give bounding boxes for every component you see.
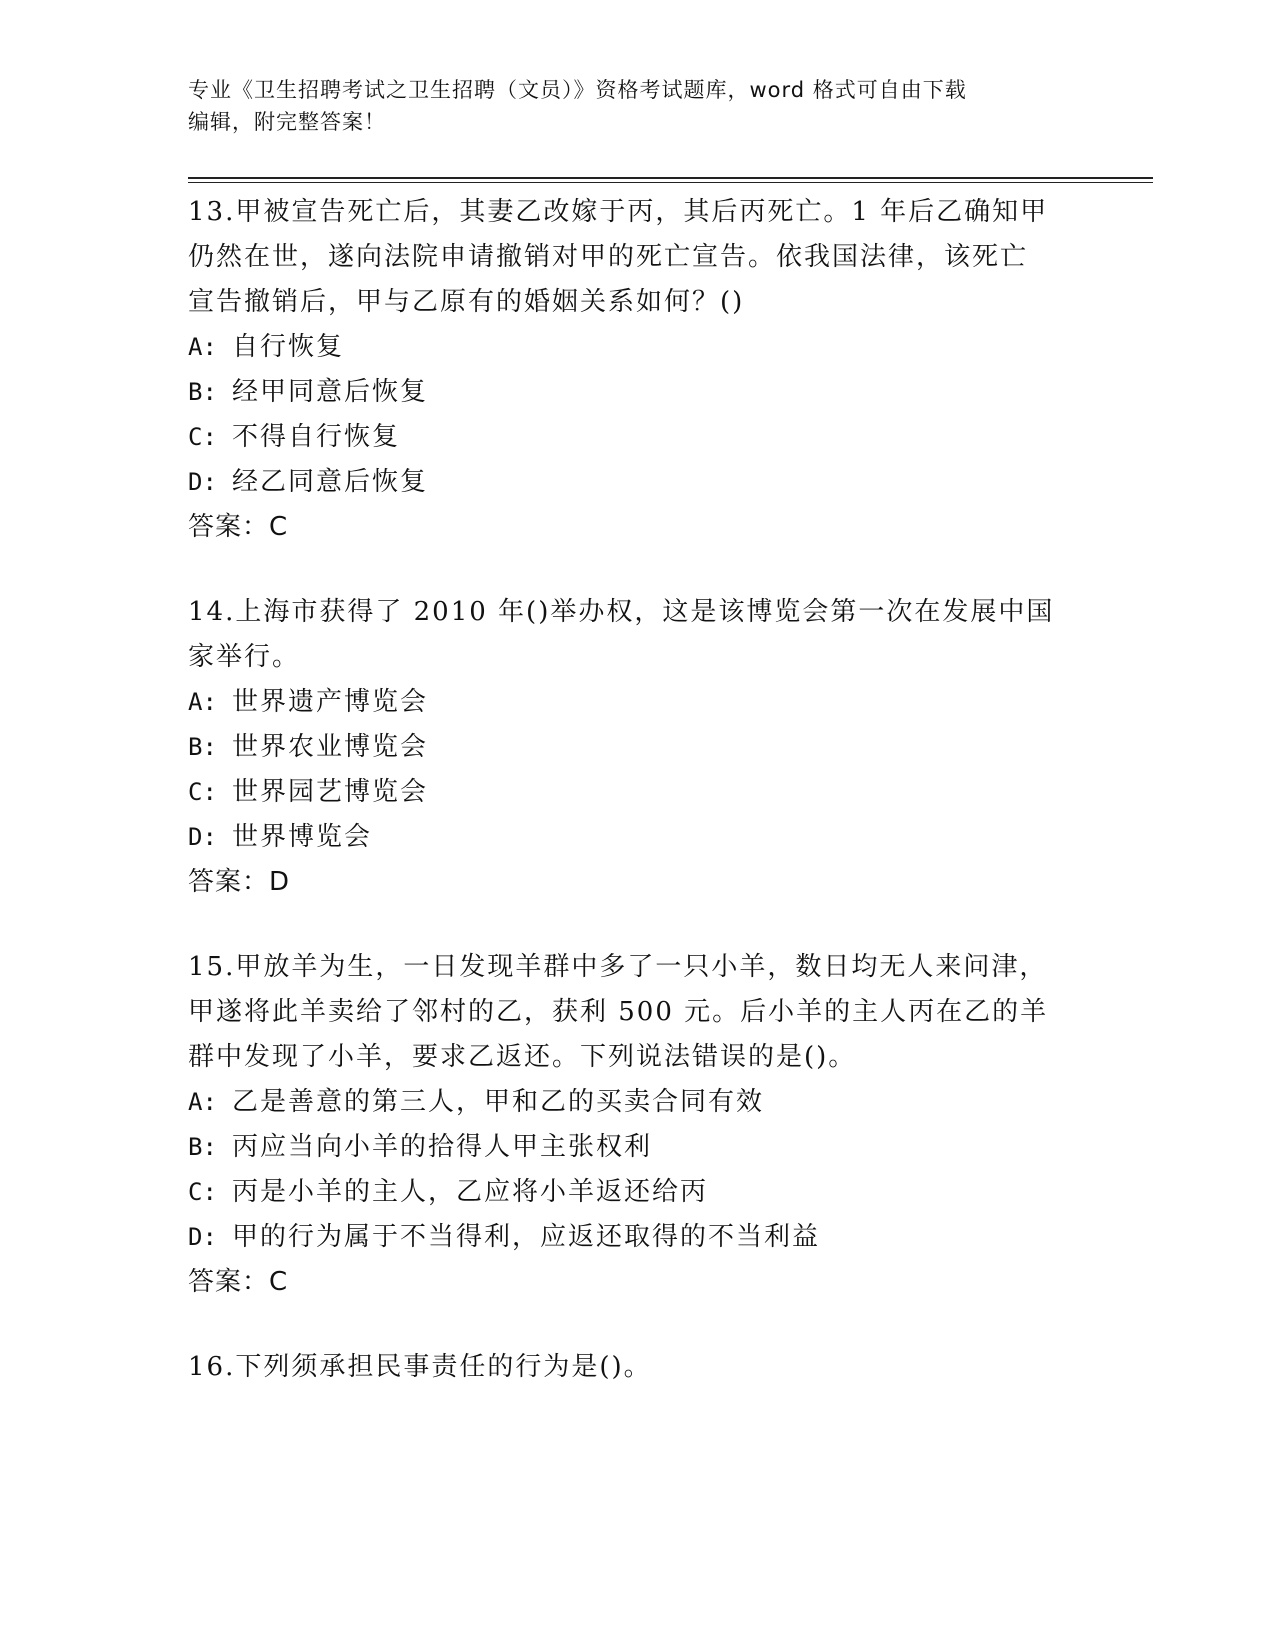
- option-letter: A:: [188, 333, 217, 361]
- question-13: [188, 190, 1068, 550]
- question-stem-line: 群中发现了小羊，要求乙返还。下列说法错误的是()。: [188, 1042, 857, 1072]
- question-16: [188, 1345, 1068, 1390]
- option-text: 丙是小羊的主人，乙应将小羊返还给丙: [232, 1177, 709, 1207]
- option-letter: B:: [188, 1133, 217, 1161]
- question-stem-line: 16.下列须承担民事责任的行为是()。: [188, 1352, 652, 1382]
- option-d: [188, 1215, 1068, 1260]
- header-divider-thick: [188, 177, 1153, 179]
- option-b: [188, 1125, 1068, 1170]
- option-text: 世界博览会: [232, 822, 373, 852]
- question-stem-line: 家举行。: [188, 642, 301, 672]
- option-a: [188, 325, 1068, 370]
- header-line-2: 编辑，附完整答案！: [188, 110, 386, 134]
- option-letter: A:: [188, 688, 217, 716]
- option-b: [188, 725, 1068, 770]
- question-15: [188, 945, 1068, 1305]
- option-text: 经乙同意后恢复: [232, 467, 429, 497]
- header-divider-thin: [188, 182, 1153, 183]
- option-a: [188, 680, 1068, 725]
- question-stem-line: 15.甲放羊为生，一日发现羊群中多了一只小羊，数日均无人来问津，: [188, 952, 1048, 982]
- option-text: 世界园艺博览会: [232, 777, 429, 807]
- option-a: [188, 1080, 1068, 1125]
- answer-line: 答案：C: [188, 1267, 289, 1297]
- option-text: 经甲同意后恢复: [232, 377, 429, 407]
- option-c: [188, 415, 1068, 460]
- question-list: [188, 190, 1068, 1430]
- option-text: 乙是善意的第三人，甲和乙的买卖合同有效: [232, 1087, 765, 1117]
- option-c: [188, 770, 1068, 815]
- header-line-1: 专业《卫生招聘考试之卫生招聘（文员）》资格考试题库，word 格式可自由下载: [188, 78, 967, 102]
- option-letter: C:: [188, 423, 217, 451]
- option-d: [188, 460, 1068, 505]
- option-d: [188, 815, 1068, 860]
- option-letter: A:: [188, 1088, 217, 1116]
- option-letter: D:: [188, 823, 217, 851]
- question-stem-line: 14.上海市获得了 2010 年()举办权，这是该博览会第一次在发展中国: [188, 597, 1055, 627]
- option-letter: C:: [188, 778, 217, 806]
- answer-line: 答案：C: [188, 512, 289, 542]
- option-letter: B:: [188, 378, 217, 406]
- question-stem-line: 宣告撤销后，甲与乙原有的婚姻关系如何？(): [188, 287, 745, 317]
- question-14: [188, 590, 1068, 905]
- option-text: 自行恢复: [232, 332, 345, 362]
- option-c: [188, 1170, 1068, 1215]
- document-header: [188, 74, 1068, 138]
- answer-line: 答案：D: [188, 867, 291, 897]
- question-stem-line: 13.甲被宣告死亡后，其妻乙改嫁于丙，其后丙死亡。1 年后乙确知甲: [188, 197, 1049, 227]
- option-text: 丙应当向小羊的拾得人甲主张权利: [232, 1132, 653, 1162]
- option-text: 不得自行恢复: [232, 422, 401, 452]
- option-text: 甲的行为属于不当得利，应返还取得的不当利益: [232, 1222, 821, 1252]
- option-b: [188, 370, 1068, 415]
- option-text: 世界遗产博览会: [232, 687, 429, 717]
- question-stem-line: 甲遂将此羊卖给了邻村的乙，获利 500 元。后小羊的主人丙在乙的羊: [188, 997, 1049, 1027]
- option-letter: C:: [188, 1178, 217, 1206]
- option-letter: D:: [188, 468, 217, 496]
- question-stem-line: 仍然在世，遂向法院申请撤销对甲的死亡宣告。依我国法律，该死亡: [188, 242, 1029, 272]
- option-letter: D:: [188, 1223, 217, 1251]
- option-letter: B:: [188, 733, 217, 761]
- option-text: 世界农业博览会: [232, 732, 429, 762]
